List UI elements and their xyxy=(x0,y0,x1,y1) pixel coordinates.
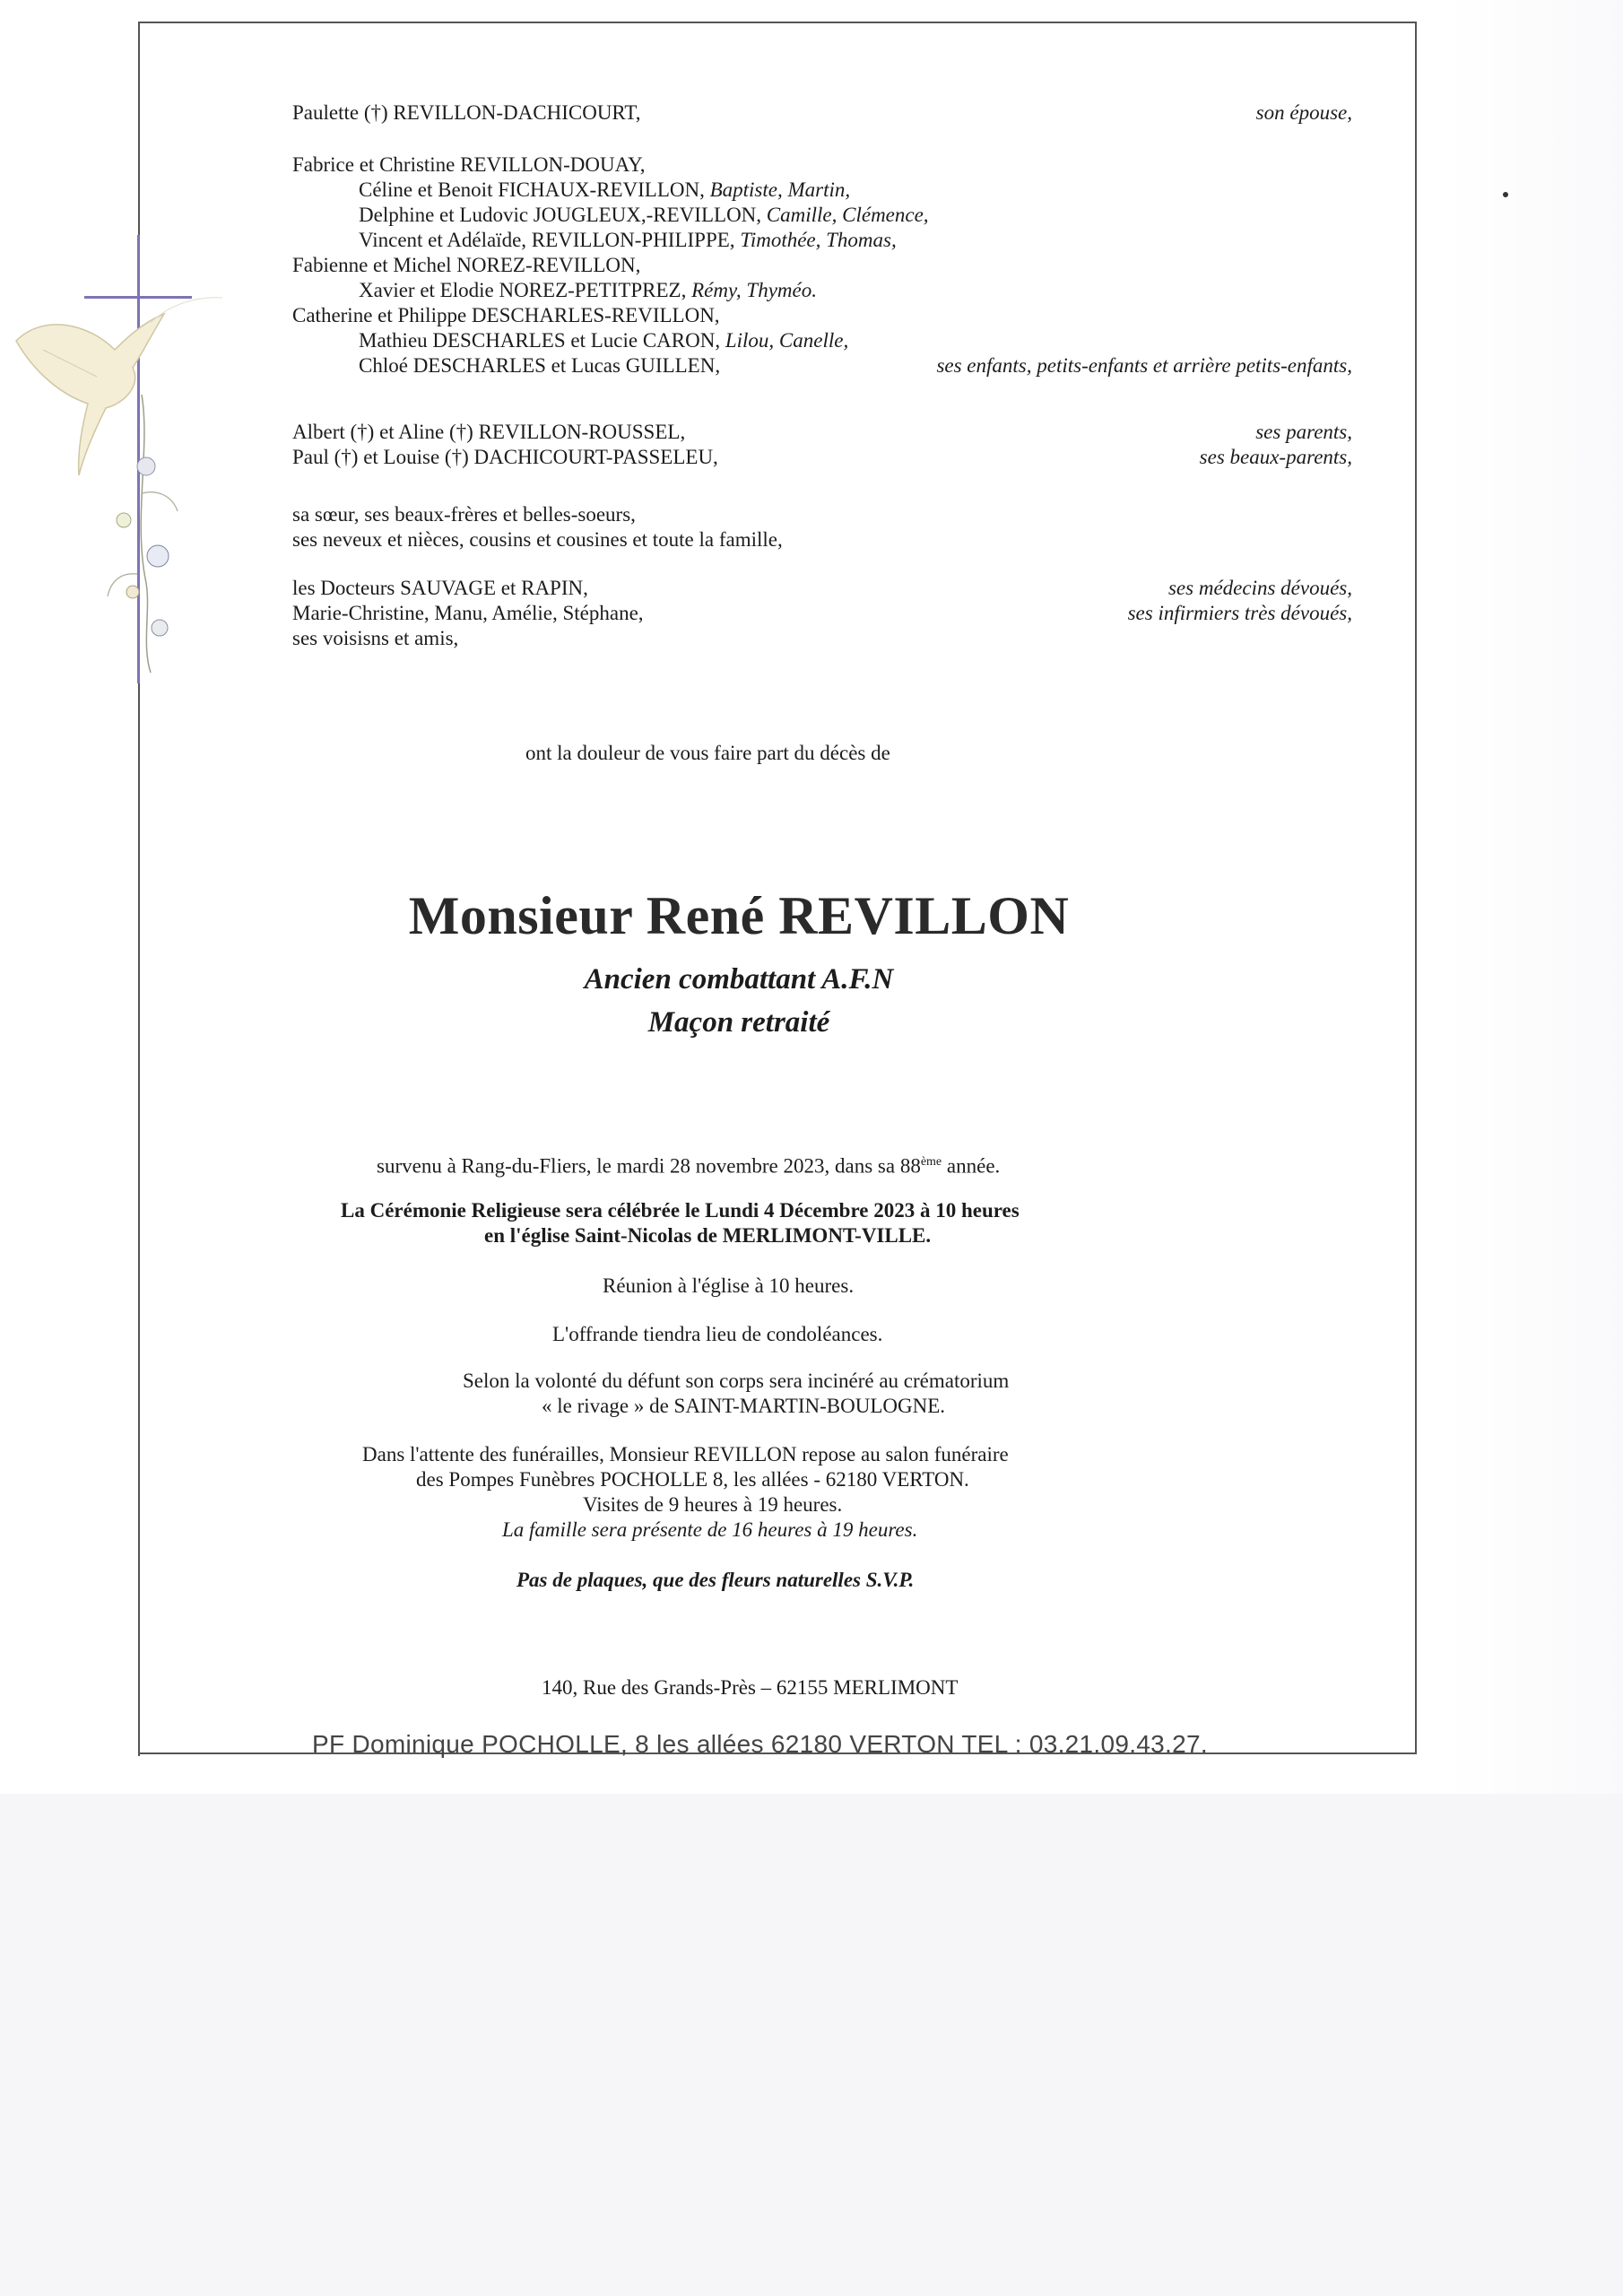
wake-line: Dans l'attente des funérailles, Monsieur REVILLON repose au salon funéraire xyxy=(362,1443,1009,1465)
cremation-place: « le rivage » de SAINT-MARTIN-BOULOGNE. xyxy=(542,1395,946,1417)
grandchild-line: Céline et Benoit FICHAUX-REVILLON, Baptiste, Martin, xyxy=(359,178,851,201)
offering-line: L'offrande tiendra lieu de condoléances. xyxy=(552,1323,883,1345)
deceased-name: Monsieur René REVILLON xyxy=(408,886,1070,945)
doctors-role: ses médecins dévoués, xyxy=(1167,577,1352,599)
parents-role: ses parents, xyxy=(1255,421,1352,443)
in-laws-name: Paul (†) et Louise (†) DACHICOURT-PASSELEU, xyxy=(292,446,718,468)
home-address: 140, Rue des Grands-Près – 62155 MERLIMONT xyxy=(542,1676,959,1699)
scan-background-bottom xyxy=(0,1794,1623,2296)
in-laws-role: ses beaux-parents, xyxy=(1199,446,1352,468)
ceremony-place: en l'église Saint-Nicolas de MERLIMONT-VILLE. xyxy=(484,1224,932,1247)
grandchild-line: Delphine et Ludovic JOUGLEUX,-REVILLON, Camille, Clémence, xyxy=(359,204,929,226)
dove-flower-ornament-icon xyxy=(7,287,231,682)
deceased-title-profession: Maçon retraité xyxy=(647,1006,830,1039)
doctors-name: les Docteurs SAUVAGE et RAPIN, xyxy=(292,577,588,599)
family-presence: La famille sera présente de 16 heures à 19 heures. xyxy=(502,1518,918,1541)
wake-address: des Pompes Funèbres POCHOLLE 8, les allées - 62180 VERTON. xyxy=(416,1468,969,1491)
ceremony-line: La Cérémonie Religieuse sera célébrée le Lundi 4 Décembre 2023 à 10 heures xyxy=(341,1199,1020,1222)
nurses-role: ses infirmiers très dévoués, xyxy=(1127,602,1352,624)
grandchild-line: Mathieu DESCHARLES et Lucie CARON, Lilou, Canelle, xyxy=(359,329,849,352)
child-line: Fabrice et Christine REVILLON-DOUAY, xyxy=(292,153,646,176)
deceased-title-veteran: Ancien combattant A.F.N xyxy=(584,963,894,996)
frame-left-border-bottom xyxy=(138,682,140,1756)
extended-family-line: sa sœur, ses beaux-frères et belles-soeurs, xyxy=(292,503,636,526)
spouse-role: son épouse, xyxy=(1255,101,1352,124)
announcement: ont la douleur de vous faire part du décès de xyxy=(525,742,890,764)
funeral-home-footer: PF Dominique POCHOLLE, 8 les allées 62180 VERTON TEL : 03.21.09.43.27. xyxy=(312,1730,1208,1758)
grandchild-line: Xavier et Elodie NOREZ-PETITPREZ, Rémy, Thyméo. xyxy=(359,279,818,301)
reunion-line: Réunion à l'église à 10 heures. xyxy=(603,1274,855,1297)
frame-left-border-top xyxy=(138,22,140,257)
visiting-hours: Visites de 9 heures à 19 heures. xyxy=(583,1493,843,1516)
children-role: ses enfants, petits-enfants et arrière petits-enfants, xyxy=(936,354,1352,377)
spouse-name: Paulette (†) REVILLON-DACHICOURT, xyxy=(292,101,641,124)
scan-background-edge xyxy=(1445,0,1623,1794)
nurses-name: Marie-Christine, Manu, Amélie, Stéphane, xyxy=(292,602,644,624)
parents-name: Albert (†) et Aline (†) REVILLON-ROUSSEL, xyxy=(292,421,686,443)
grandchild-line: Vincent et Adélaïde, REVILLON-PHILIPPE, Timothée, Thomas, xyxy=(359,229,897,251)
extended-family-line: ses neveux et nièces, cousins et cousines et toute la famille, xyxy=(292,528,783,551)
child-line: Fabienne et Michel NOREZ-REVILLON, xyxy=(292,254,641,276)
grandchild-line: Chloé DESCHARLES et Lucas GUILLEN, xyxy=(359,354,721,377)
child-line: Catherine et Philippe DESCHARLES-REVILLON, xyxy=(292,304,720,326)
scan-speck xyxy=(1503,192,1508,197)
cremation-line: Selon la volonté du défunt son corps sera incinéré au crématorium xyxy=(463,1370,1010,1392)
flowers-note: Pas de plaques, que des fleurs naturelles S.V.P. xyxy=(516,1569,915,1591)
death-notice: survenu à Rang-du-Fliers, le mardi 28 novembre 2023, dans sa 88ème année. xyxy=(377,1154,1001,1178)
neighbours-line: ses voisisns et amis, xyxy=(292,627,459,649)
